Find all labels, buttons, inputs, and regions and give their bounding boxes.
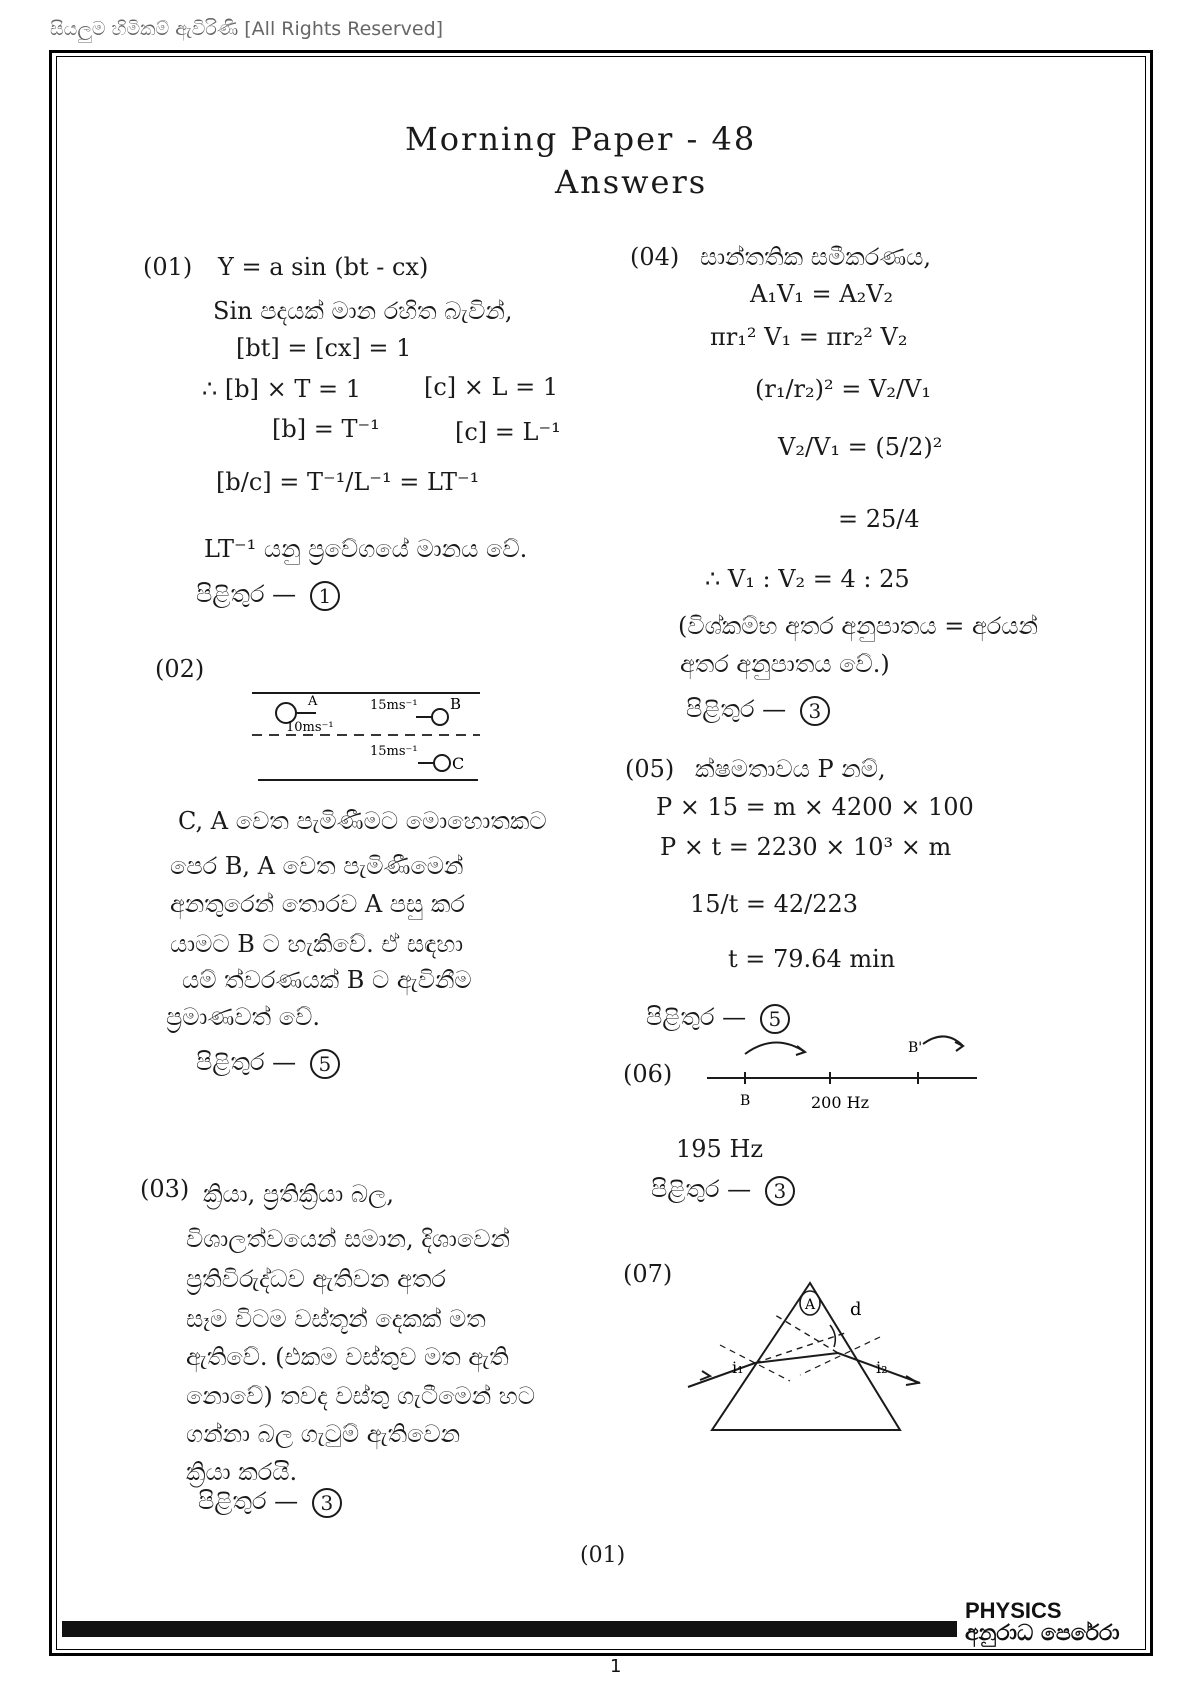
q4-line: πr₁² V₁ = πr₂² V₂ — [710, 323, 908, 351]
q2-line: ප්‍රමාණවත් වේ. — [166, 1003, 320, 1031]
q1-line: ∴ [b] × T = 1 — [202, 375, 361, 403]
q3-answer-choice: 3 — [312, 1488, 342, 1518]
q2-number: (02) — [155, 655, 205, 683]
q5-line: 15/t = 42/223 — [690, 890, 859, 918]
q6-answer: පිළිතුර — 3 — [651, 1175, 795, 1206]
q1-number: (01) — [143, 253, 193, 281]
q4-answer-choice: 3 — [800, 696, 830, 726]
q5-answer: පිළිතුර — 5 — [646, 1003, 790, 1034]
q2-line: පෙර B, A වෙත පැමිණීමෙන් — [170, 852, 464, 880]
q6-answer-choice: 3 — [765, 1176, 795, 1206]
page-number: 1 — [610, 1656, 622, 1677]
q2-lane-diagram — [250, 685, 485, 785]
footer-bar — [62, 1621, 957, 1637]
q3-line: ඇතිවේ. (එකම වස්තුව මත ඇති — [186, 1343, 509, 1371]
q5-line: P × 15 = m × 4200 × 100 — [656, 793, 974, 821]
q6-result: 195 Hz — [676, 1135, 764, 1163]
paper-title: Morning Paper - 48 — [405, 120, 757, 158]
brand-physics: PHYSICS — [965, 1598, 1062, 1623]
q5-answer-choice: 5 — [760, 1004, 790, 1034]
q5-line: P × t = 2230 × 10³ × m — [660, 833, 952, 861]
q2-speed-a: 10ms⁻¹ — [286, 720, 334, 735]
q4-number: (04) — [630, 243, 680, 271]
q7-emergence-label: i₂ — [876, 1358, 888, 1377]
q7-prism-diagram — [680, 1275, 940, 1435]
q6-label-b: B — [740, 1093, 751, 1109]
q1-line: LT⁻¹ යනු ප්‍රවේගයේ මානය වේ. — [204, 535, 528, 563]
section-page-number: (01) — [580, 1543, 626, 1568]
q3-answer: පිළිතුර — 3 — [198, 1487, 342, 1518]
q3-number: (03) — [140, 1175, 190, 1203]
q4-line: සාන්තතික සමීකරණය, — [700, 243, 932, 271]
q2-answer: පිළිතුර — 5 — [196, 1048, 340, 1079]
q1-answer-choice: 1 — [310, 581, 340, 611]
paper-subtitle: Answers — [555, 163, 708, 201]
q3-line: ගන්නා බල ගැටුම් ඇතිවෙන — [186, 1420, 461, 1448]
q2-line: යම් ත්වරණයක් B ට ඇවිනීම — [182, 966, 472, 994]
q4-answer: පිළිතුර — 3 — [686, 695, 830, 726]
q3-line: ක්‍රියා, ප්‍රතික්‍රියා බල, — [203, 1180, 395, 1208]
q5-line: t = 79.64 min — [728, 945, 896, 973]
q4-line: අතර අනුපාතය වේ.) — [680, 650, 890, 678]
q1-line: [c] = L⁻¹ — [455, 418, 561, 446]
q6-frequency-line — [705, 1030, 985, 1115]
q7-incidence-label: i₁ — [732, 1358, 744, 1377]
q3-line: විශාලත්වයෙන් සමාන, දිශාවෙන් — [186, 1225, 511, 1253]
q2-line: යාමට B ට හැකිවේ. ඒ සඳහා — [170, 930, 464, 958]
q2-label-a: A — [308, 694, 318, 709]
q4-line: (r₁/r₂)² = V₂/V₁ — [755, 375, 931, 403]
q6-axis-frequency: 200 Hz — [811, 1093, 870, 1112]
q5-number: (05) — [625, 755, 675, 783]
q6-number: (06) — [623, 1060, 673, 1088]
q7-number: (07) — [623, 1260, 673, 1288]
q1-line: Y = a sin (bt - cx) — [218, 253, 429, 281]
q3-line: නොවේ) තවද වස්තු ගැටීමෙන් හට — [186, 1382, 535, 1410]
q1-line: [bt] = [cx] = 1 — [236, 334, 412, 362]
q4-line: = 25/4 — [838, 505, 920, 533]
q1-line: [b/c] = T⁻¹/L⁻¹ = LT⁻¹ — [216, 468, 480, 496]
q4-line: V₂/V₁ = (5/2)² — [778, 433, 943, 461]
q7-apex-label: A — [805, 1297, 816, 1313]
q2-speed-b: 15ms⁻¹ — [370, 698, 418, 713]
q2-label-b: B — [450, 695, 462, 713]
q2-line: අනතුරෙන් තොරව A පසු කර — [170, 890, 465, 918]
rights-notice: සියලුම හිමිකම් ඇවිරිණි [All Rights Reserved] — [50, 18, 444, 40]
q3-line: ප්‍රතිවිරුද්ධව ඇතිවන අතර — [186, 1265, 446, 1293]
q2-label-c: C — [452, 754, 465, 773]
q3-line: සෑම විටම වස්තූන් දෙකක් මත — [186, 1305, 486, 1333]
q6-label-b-prime: B' — [908, 1040, 923, 1056]
q1-line: [b] = T⁻¹ — [272, 415, 380, 443]
q1-line: [c] × L = 1 — [424, 373, 559, 401]
q3-line: ක්‍රියා කරයි. — [186, 1458, 298, 1486]
q4-line: A₁V₁ = A₂V₂ — [750, 280, 894, 308]
brand-author: අනුරාධ පෙරේරා — [965, 1621, 1120, 1646]
q1-line: Sin පදයක් මාන රහිත බැවින්, — [213, 297, 513, 325]
q2-answer-choice: 5 — [310, 1049, 340, 1079]
q2-speed-c: 15ms⁻¹ — [370, 744, 418, 759]
q2-line: C, A වෙත පැමිණීමට මොහොතකට — [178, 807, 547, 835]
q1-answer: පිළිතුර — 1 — [196, 580, 340, 611]
q4-line: (විශ්කම්භ අතර අනුපාතය = අරයන් — [678, 612, 1038, 640]
q4-line: ∴ V₁ : V₂ = 4 : 25 — [705, 565, 910, 593]
q5-line: ක්ෂමතාවය P නම්, — [695, 755, 886, 783]
q7-deviation-label: d — [850, 1299, 862, 1320]
